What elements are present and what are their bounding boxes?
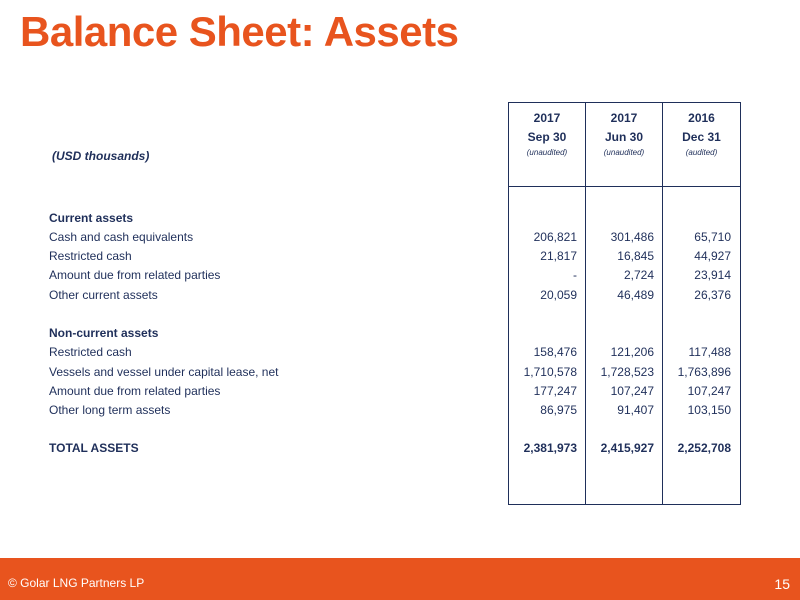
table-row bbox=[0, 266, 800, 285]
cell-value: 86,975 bbox=[540, 403, 577, 417]
cell-value: 16,845 bbox=[617, 249, 654, 263]
cell-value: 206,821 bbox=[533, 230, 577, 244]
table-row bbox=[0, 363, 800, 382]
total-row bbox=[0, 439, 800, 458]
cell-value: 117,488 bbox=[688, 345, 731, 359]
row-label: Restricted cash bbox=[49, 345, 132, 359]
cell-value: - bbox=[573, 268, 577, 282]
table-row bbox=[0, 401, 800, 420]
cell-value: 2,415,927 bbox=[600, 441, 654, 455]
header-divider bbox=[586, 186, 662, 187]
column-header bbox=[663, 109, 740, 159]
cell-value: 107,247 bbox=[687, 384, 731, 398]
units-label: (USD thousands) bbox=[52, 149, 150, 163]
column-header bbox=[509, 109, 585, 159]
cell-value: 103,150 bbox=[687, 403, 731, 417]
row-label: Amount due from related parties bbox=[49, 268, 221, 282]
column-date: Dec 31 bbox=[682, 130, 721, 144]
cell-value: 44,927 bbox=[694, 249, 731, 263]
header-divider bbox=[509, 186, 585, 187]
table-row bbox=[0, 286, 800, 305]
cell-value: 26,376 bbox=[694, 288, 731, 302]
row-label: Other long term assets bbox=[49, 403, 171, 417]
column-year: 2017 bbox=[610, 111, 638, 125]
row-label: Cash and cash equivalents bbox=[49, 230, 194, 244]
cell-value: 2,724 bbox=[623, 268, 654, 282]
row-label: Vessels and vessel under capital lease, net bbox=[49, 365, 279, 379]
section-header-row bbox=[0, 209, 800, 228]
page-title: Balance Sheet: Assets bbox=[20, 8, 459, 55]
cell-value: 1,710,578 bbox=[523, 365, 577, 379]
cell-value: 121,206 bbox=[610, 345, 654, 359]
cell-value: 46,489 bbox=[617, 288, 654, 302]
column-date: Sep 30 bbox=[527, 130, 567, 144]
row-label: Other current assets bbox=[49, 288, 158, 302]
column-header bbox=[586, 109, 662, 159]
cell-value: 177,247 bbox=[533, 384, 577, 398]
copyright-text: © Golar LNG Partners LP bbox=[8, 576, 145, 590]
section-header-row bbox=[0, 324, 800, 343]
cell-value: 301,486 bbox=[610, 230, 654, 244]
cell-value: 2,381,973 bbox=[523, 441, 577, 455]
table-row bbox=[0, 343, 800, 362]
cell-value: 2,252,708 bbox=[677, 441, 731, 455]
row-label: Restricted cash bbox=[49, 249, 132, 263]
row-label: Amount due from related parties bbox=[49, 384, 221, 398]
column-status: (unaudited) bbox=[526, 148, 568, 157]
table-row bbox=[0, 228, 800, 247]
cell-value: 107,247 bbox=[610, 384, 654, 398]
cell-value: 65,710 bbox=[694, 230, 731, 244]
table-row bbox=[0, 247, 800, 266]
cell-value: 158,476 bbox=[533, 345, 577, 359]
table-row bbox=[0, 382, 800, 401]
page-number: 15 bbox=[774, 576, 790, 592]
cell-value: 91,407 bbox=[617, 403, 654, 417]
column-status: (unaudited) bbox=[603, 148, 645, 157]
cell-value: 21,817 bbox=[540, 249, 577, 263]
column-status: (audited) bbox=[685, 148, 718, 157]
footer-bar bbox=[0, 558, 800, 600]
column-date: Jun 30 bbox=[604, 130, 643, 144]
header-divider bbox=[663, 186, 740, 187]
row-label: Non-current assets bbox=[49, 326, 159, 340]
column-year: 2017 bbox=[533, 111, 561, 125]
cell-value: 1,763,896 bbox=[677, 365, 731, 379]
cell-value: 1,728,523 bbox=[600, 365, 654, 379]
cell-value: 20,059 bbox=[540, 288, 577, 302]
column-year: 2016 bbox=[688, 111, 715, 125]
row-label: Current assets bbox=[49, 211, 134, 225]
row-label: TOTAL ASSETS bbox=[49, 441, 139, 455]
cell-value: 23,914 bbox=[694, 268, 731, 282]
